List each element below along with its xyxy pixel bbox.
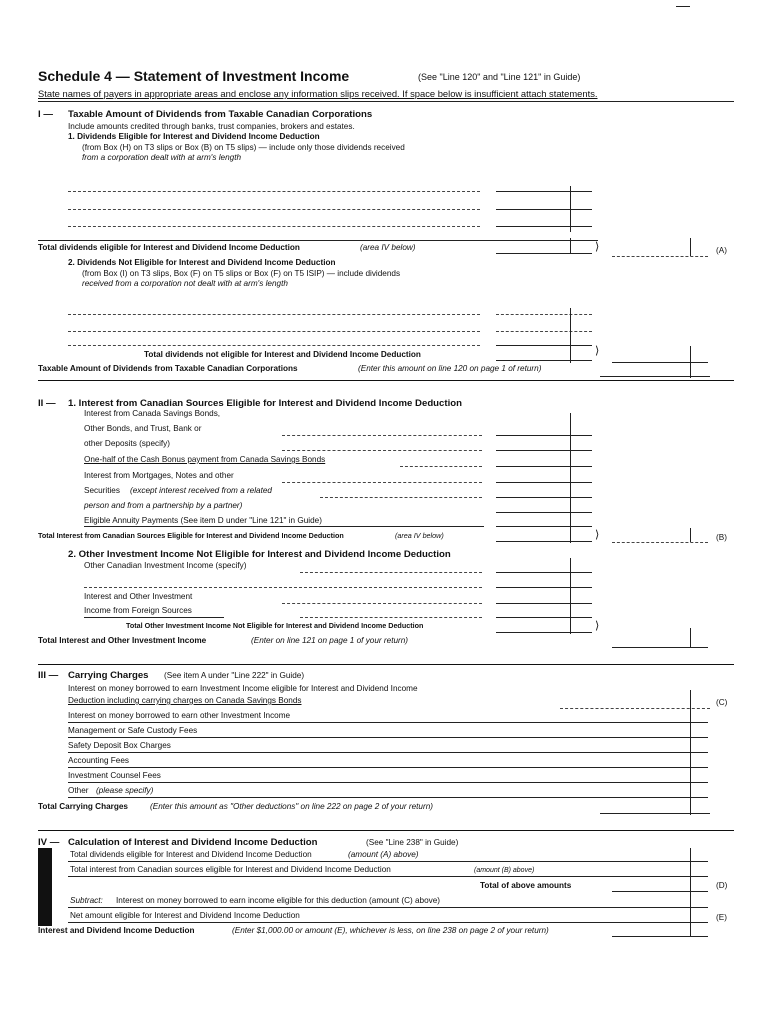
row-line xyxy=(68,722,708,723)
section3-heading: Carrying Charges xyxy=(68,670,149,681)
cents-divider xyxy=(570,558,571,634)
s2-l4: One-half of the Cash Bonus payment from Canada Savings Bonds xyxy=(84,455,326,464)
amount-line xyxy=(496,512,592,513)
black-margin-bar xyxy=(38,848,52,926)
amount-line xyxy=(496,572,592,573)
specify-line xyxy=(84,587,482,588)
amount-line xyxy=(496,435,592,436)
total-interest-note: (area IV below) xyxy=(395,531,444,540)
s4-final-note: (Enter $1,000.00 or amount (E), whichever is less, on line 238 on page 2 of your return) xyxy=(232,926,549,935)
amount-line xyxy=(496,209,592,210)
cents-divider xyxy=(570,308,571,363)
mark-c: (C) xyxy=(716,698,728,707)
amount-line xyxy=(496,360,592,361)
s4-r2a: Total interest from Canadian sources eligible for Interest and Dividend Income Deduction xyxy=(70,865,391,874)
amount-line xyxy=(496,603,592,604)
total-interest-label: Total Interest from Canadian Sources Eligible for Interest and Dividend Income Deduction xyxy=(38,531,344,540)
section4-heading-note: (See "Line 238" in Guide) xyxy=(366,838,459,847)
s3-total-note: (Enter this amount as "Other deductions" on line 222 on page 2 of your return) xyxy=(150,802,433,811)
s2-o3: Income from Foreign Sources xyxy=(84,606,192,615)
section4-heading: Calculation of Interest and Dividend Income Deduction xyxy=(68,837,318,848)
total-not-eligible-label: Total dividends not eligible for Interest and Dividend Income Deduction xyxy=(144,350,421,359)
amount-line xyxy=(496,314,592,315)
s4-r1a: Total dividends eligible for Interest and Dividend Income Deduction xyxy=(70,850,312,859)
amount-line xyxy=(600,813,710,814)
title-rule xyxy=(38,101,734,102)
s4-final-label: Interest and Dividend Income Deduction xyxy=(38,926,195,935)
corner-mark xyxy=(676,6,690,7)
arrow-right-icon: ⟩ xyxy=(595,529,600,541)
section1-p2-heading: 2. Dividends Not Eligible for Interest and Dividend Income Deduction xyxy=(68,258,336,267)
payer-line xyxy=(68,331,480,332)
row-line xyxy=(68,876,708,877)
amount-line xyxy=(496,632,592,633)
row-line xyxy=(68,782,708,783)
s4-r3: Total of above amounts xyxy=(480,881,572,890)
rule xyxy=(84,617,224,618)
arrow-right-icon: ⟩ xyxy=(595,345,600,357)
mark-e: (E) xyxy=(716,913,727,922)
amount-line xyxy=(496,526,592,527)
s3-c5: Safety Deposit Box Charges xyxy=(68,741,171,750)
s3-c8b: (please specify) xyxy=(96,786,154,795)
s3-c2: Deduction including carrying charges on Canada Savings Bonds xyxy=(68,696,302,705)
section-rule xyxy=(38,830,734,831)
s3-c6: Accounting Fees xyxy=(68,756,129,765)
s4-r2b: (amount (B) above) xyxy=(474,867,535,874)
arrow-right-icon: ⟩ xyxy=(595,241,600,253)
cents-divider xyxy=(690,528,691,542)
payer-line xyxy=(68,209,480,210)
total-other-label: Total Other Investment Income Not Eligible for Interest and Dividend Income Deduction xyxy=(126,621,424,630)
total-eligible-label: Total dividends eligible for Interest and Dividend Income Deduction xyxy=(38,243,300,252)
amount-line xyxy=(496,191,592,192)
amount-line xyxy=(496,617,592,618)
amount-line xyxy=(496,466,592,467)
taxable-amount-note: (Enter this amount on line 120 on page 1 of return) xyxy=(358,364,542,373)
s3-total-label: Total Carrying Charges xyxy=(38,802,128,811)
cents-divider xyxy=(690,690,691,815)
total-all-note: (Enter on line 121 on page 1 of your return) xyxy=(251,636,409,645)
payer-line xyxy=(68,345,480,346)
row-line xyxy=(68,797,708,798)
mark-a: (A) xyxy=(716,246,727,255)
section2-p2-heading: 2. Other Investment Income Not Eligible for Interest and Dividend Income Deduction xyxy=(68,549,451,560)
amount-line xyxy=(496,541,592,542)
specify-line xyxy=(282,435,482,436)
s3-c7: Investment Counsel Fees xyxy=(68,771,161,780)
amount-line xyxy=(496,482,592,483)
schedule-title-see: (See "Line 120" and "Line 121" in Guide) xyxy=(418,72,581,82)
s2-l2: Other Bonds, and Trust, Bank or xyxy=(84,424,202,433)
s2-o2: Interest and Other Investment xyxy=(84,592,193,601)
row-line xyxy=(68,767,708,768)
specify-line xyxy=(282,482,482,483)
s3-c4: Management or Safe Custody Fees xyxy=(68,726,198,735)
specify-line xyxy=(282,603,482,604)
specify-line xyxy=(300,572,482,573)
total-eligible-note: (area IV below) xyxy=(360,243,416,252)
amount-line xyxy=(612,542,708,543)
section3-heading-note: (See item A under "Line 222" in Guide) xyxy=(164,671,305,680)
amount-line xyxy=(496,345,592,346)
cents-divider xyxy=(690,848,691,936)
amount-line xyxy=(612,256,708,257)
section1-roman: I — xyxy=(38,109,53,120)
section2-roman: II — xyxy=(38,398,56,409)
specify-line xyxy=(400,466,482,467)
s2-o1: Other Canadian Investment Income (specify) xyxy=(84,561,247,570)
s3-c1: Interest on money borrowed to earn Investment Income eligible for Interest and Dividend Income xyxy=(68,684,418,693)
amount-line xyxy=(496,226,592,227)
schedule-title: Schedule 4 — Statement of Investment Income xyxy=(38,68,350,84)
specify-line xyxy=(300,617,482,618)
s2-l6a: Securities xyxy=(84,486,120,495)
s2-l7: person and from a partnership by a partner) xyxy=(84,501,243,510)
row-line xyxy=(68,737,708,738)
mark-d: (D) xyxy=(716,881,728,890)
specify-line xyxy=(320,497,482,498)
rule xyxy=(38,240,598,241)
section4-roman: IV — xyxy=(38,837,60,848)
section1-p1-line2: from a corporation dealt with at arm's length xyxy=(82,153,242,162)
payer-line xyxy=(68,191,480,192)
cents-divider xyxy=(690,238,691,256)
amount-line xyxy=(612,362,708,363)
section1-heading: Taxable Amount of Dividends from Taxable Canadian Corporations xyxy=(68,109,373,120)
payer-line xyxy=(68,226,480,227)
s2-l5: Interest from Mortgages, Notes and other xyxy=(84,471,234,480)
cents-divider xyxy=(570,186,571,232)
s3-c8a: Other xyxy=(68,786,89,795)
section3-roman: III — xyxy=(38,670,59,681)
taxable-amount-label: Taxable Amount of Dividends from Taxable Canadian Corporations xyxy=(38,364,298,373)
amount-line xyxy=(600,376,710,377)
cents-divider xyxy=(570,238,571,254)
section2-p1-heading: 1. Interest from Canadian Sources Eligible for Interest and Dividend Income Deduction xyxy=(68,398,462,409)
rule xyxy=(84,526,484,527)
amount-line xyxy=(496,253,592,254)
payer-line xyxy=(68,314,480,315)
section1-p2-line1: (from Box (I) on T3 slips, Box (F) on T5 slips or Box (F) on T5 ISIP) — include dividends xyxy=(82,269,401,278)
amount-line xyxy=(496,450,592,451)
s3-c3: Interest on money borrowed to earn other Investment Income xyxy=(68,711,291,720)
s4-r1b: (amount (A) above) xyxy=(348,850,419,859)
section1-p2-line2: received from a corporation not dealt with at arm's length xyxy=(82,279,288,288)
row-line xyxy=(68,922,708,923)
section1-include: Include amounts credited through banks, trust companies, brokers and estates. xyxy=(68,122,355,131)
mark-b: (B) xyxy=(716,533,727,542)
s4-r5: Net amount eligible for Interest and Dividend Income Deduction xyxy=(70,911,300,920)
section-rule xyxy=(38,664,734,665)
specify-line xyxy=(282,450,482,451)
amount-line xyxy=(496,331,592,332)
amount-line xyxy=(612,936,708,937)
amount-line xyxy=(612,647,708,648)
amount-line xyxy=(496,587,592,588)
s2-l3: other Deposits (specify) xyxy=(84,439,171,448)
instructions: State names of payers in appropriate areas and enclose any information slips received. If space below is insufficient attach statements. xyxy=(38,88,598,99)
row-line xyxy=(68,752,708,753)
amount-line xyxy=(496,497,592,498)
s2-l8: Eligible Annuity Payments (See item D under "Line 121" in Guide) xyxy=(84,516,322,525)
amount-line xyxy=(560,708,710,709)
s2-l6b: (except interest received from a related xyxy=(130,486,272,495)
s4-r4a: Subtract: xyxy=(70,896,103,905)
s4-r4b: Interest on money borrowed to earn income eligible for this deduction (amount (C) above) xyxy=(116,896,441,905)
cents-divider xyxy=(570,413,571,543)
section1-p1-line1: (from Box (H) on T3 slips or Box (B) on T5 slips) — include only those dividends received xyxy=(82,143,405,152)
cents-divider xyxy=(690,346,691,378)
amount-line xyxy=(612,891,708,892)
row-line xyxy=(68,861,708,862)
arrow-right-icon: ⟩ xyxy=(595,620,600,632)
cents-divider xyxy=(690,628,691,648)
total-all-label: Total Interest and Other Investment Income xyxy=(38,636,207,645)
s2-l1: Interest from Canada Savings Bonds, xyxy=(84,409,221,418)
section1-p1-heading: 1. Dividends Eligible for Interest and Dividend Income Deduction xyxy=(68,132,320,141)
row-line xyxy=(68,907,708,908)
section-rule xyxy=(38,380,734,381)
